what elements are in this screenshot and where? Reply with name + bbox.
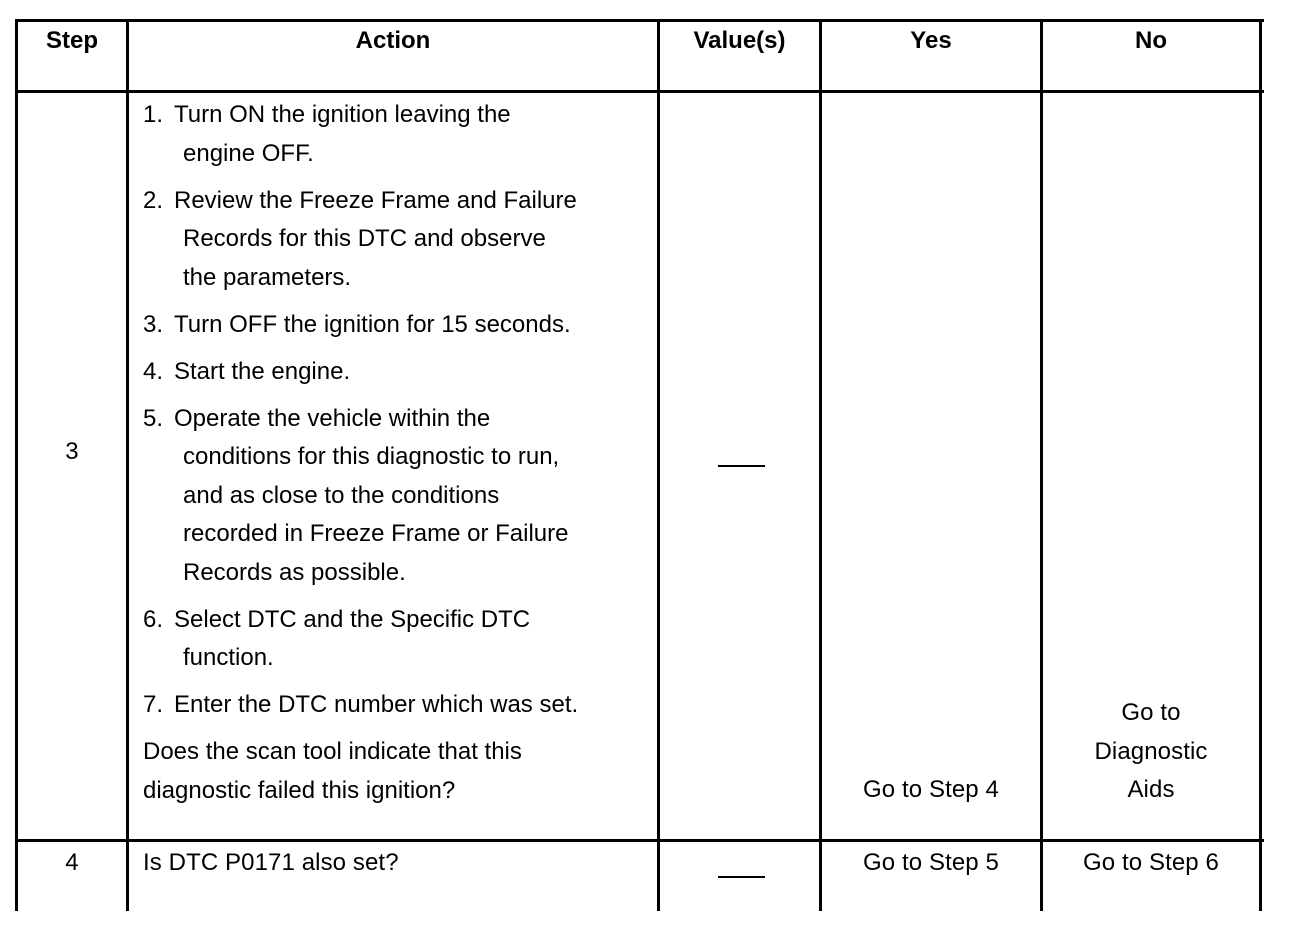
action-line: engine OFF.: [183, 139, 314, 167]
action-line: conditions for this diagnostic to run,: [183, 443, 560, 470]
step-3-yes: Go to Step 4: [863, 776, 999, 803]
header-action: Action: [355, 27, 431, 54]
header-bottom-border: [15, 90, 1264, 93]
step-3-question: [143, 733, 648, 810]
step-4-number: 4: [65, 849, 79, 876]
step-4-no: Go to Step 6: [1083, 849, 1219, 876]
action-line: Operate the vehicle within the: [174, 404, 491, 432]
question-line: Does the scan tool indicate that this: [143, 738, 522, 765]
action-number: 6.: [143, 605, 164, 633]
step-4-question: Is DTC P0171 also set?: [143, 849, 399, 876]
action-line: Start the engine.: [174, 357, 351, 385]
action-line: the parameters.: [183, 263, 352, 291]
action-number: 3.: [143, 310, 164, 338]
action-line: and as close to the conditions: [183, 481, 500, 509]
action-item-3: [143, 306, 648, 345]
step-3-no-line-1: Go to: [1121, 699, 1181, 726]
row-divider: [15, 839, 1264, 842]
action-value-divider: [657, 19, 660, 911]
action-number: 2.: [143, 186, 164, 214]
table-right-border: [1259, 19, 1262, 911]
header-no: No: [1135, 27, 1167, 54]
action-line: Select DTC and the Specific DTC: [174, 605, 531, 633]
action-line: Turn ON the ignition leaving the: [174, 101, 511, 128]
step-3-no-line-2: Diagnostic: [1094, 738, 1208, 765]
action-line: Enter the DTC number which was set.: [174, 691, 579, 718]
header-yes: Yes: [910, 27, 952, 54]
step-4-value-dash: [718, 876, 765, 878]
action-line: Records as possible.: [183, 558, 406, 586]
step-3-value-dash: [718, 465, 765, 467]
action-number: 1.: [143, 101, 164, 128]
action-item-5: [143, 400, 648, 593]
action-item-2: [143, 182, 648, 298]
action-item-4: [143, 353, 648, 392]
header-step: Step: [45, 27, 98, 54]
action-line: function.: [183, 644, 274, 671]
action-line: recorded in Freeze Frame or Failure: [183, 520, 569, 547]
action-number: 7.: [143, 691, 164, 718]
action-number: 5.: [143, 404, 164, 432]
table-top-border: [15, 19, 1264, 22]
step-3-no-line-3: Aids: [1127, 776, 1175, 803]
action-line: Review the Freeze Frame and Failure: [174, 186, 577, 214]
step-3-number: 3: [65, 438, 79, 465]
action-item-1: [143, 96, 648, 173]
step-4-yes: Go to Step 5: [863, 849, 999, 876]
action-number: 4.: [143, 357, 164, 385]
question-line: diagnostic failed this ignition?: [143, 776, 456, 804]
action-item-6: [143, 601, 648, 678]
action-item-7: [143, 686, 648, 725]
header-values: Value(s): [693, 27, 786, 54]
action-line: Records for this DTC and observe: [183, 225, 546, 252]
step-3-action-list: [143, 96, 648, 810]
action-line: Turn OFF the ignition for 15 seconds.: [174, 310, 571, 338]
step-action-divider: [126, 19, 129, 911]
